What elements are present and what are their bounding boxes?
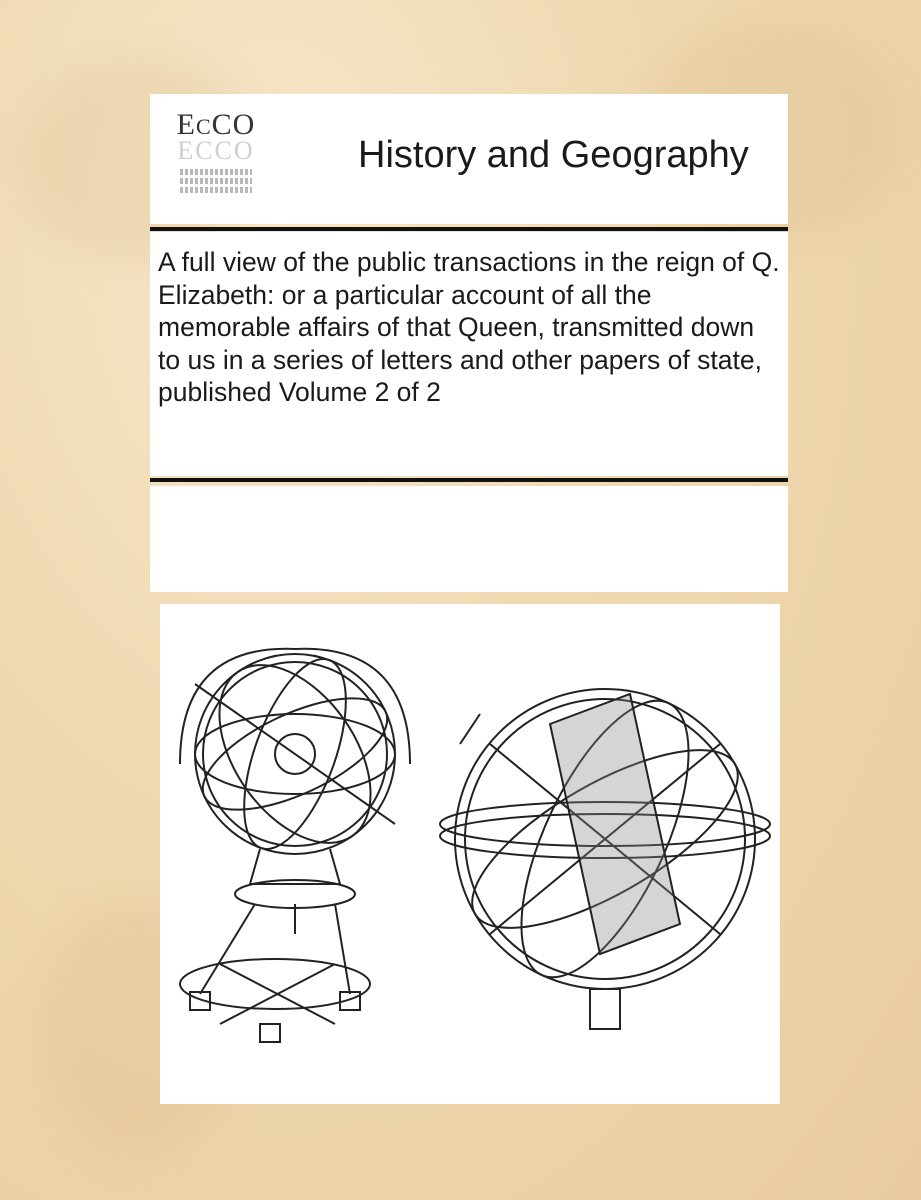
blank-panel [150,486,788,592]
ecco-logo-mark: ECCO [176,108,256,141]
category-label: History and Geography [358,134,749,176]
ecco-logo [168,108,264,218]
logo-fine-print [180,169,252,175]
book-title: A full view of the public transactions in the reign of Q. Elizabeth: or a particular account of all the memorable affairs of that Queen, transmitted down to us in a series of letters and other papers of state, published Volume 2 of 2 [158,247,780,407]
logo-fine-print [180,178,252,184]
ecco-logo-ghost: ECCO [177,136,255,165]
logo-fine-print [180,187,252,193]
bottom-rule [150,478,788,482]
right-armillary-sphere-icon [440,678,770,1029]
top-rule [150,227,788,231]
left-armillary-sphere-icon [180,638,410,1042]
armillary-spheres-illustration [160,604,780,1104]
